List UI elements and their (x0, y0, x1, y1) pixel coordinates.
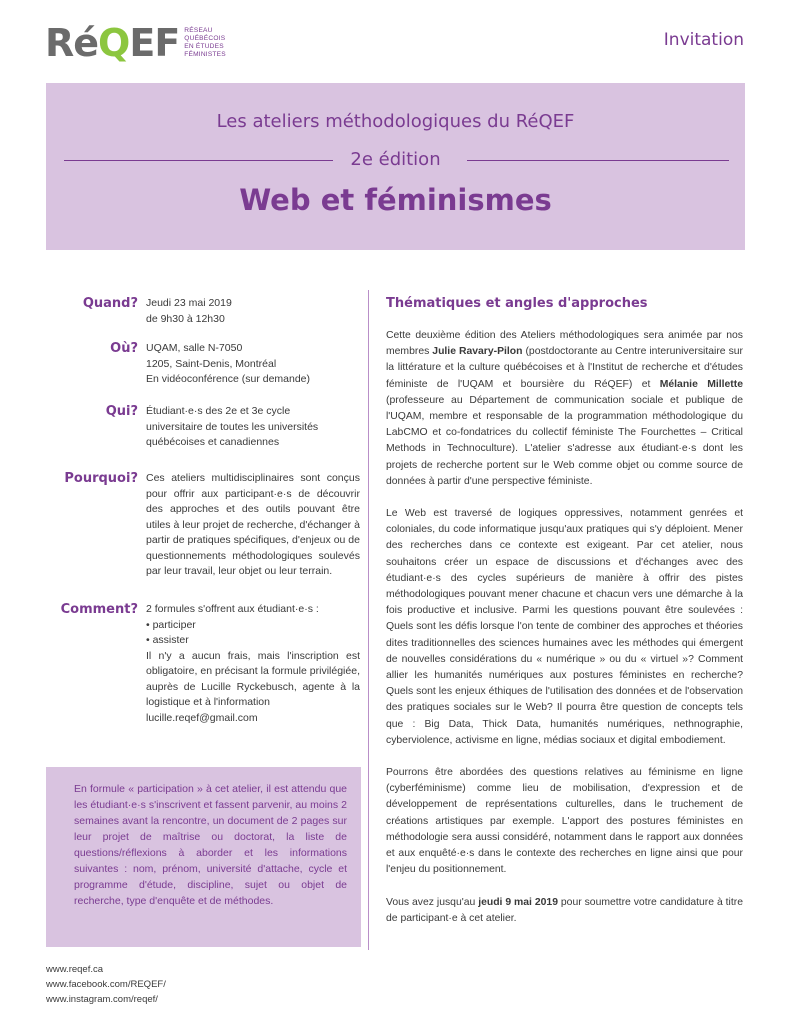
logo-subtitle-line: QUÉBÉCOIS (184, 35, 226, 42)
text-span: (postdoctorante au Centre interuniversitaire sur la littérature et la culture québécoises et à l'Institut de recherche et d'études féministe de l'UQAM et boursière du RéQEF) et (386, 346, 743, 390)
how-value (146, 602, 360, 726)
how-label: Comment? (60, 602, 138, 617)
themes-section (386, 296, 743, 943)
audience-line: québécoises et canadiennes (146, 436, 280, 448)
when-value (146, 296, 360, 327)
themes-paragraph-4 (386, 895, 743, 927)
formats-intro: 2 formules s'offrent aux étudiant·e·s : (146, 603, 319, 615)
column-divider (368, 290, 369, 950)
date-text: Jeudi 23 mai 2019 (146, 297, 232, 309)
why-label: Pourquoi? (64, 471, 138, 486)
location-line: En vidéoconférence (sur demande) (146, 373, 311, 385)
location-line: UQAM, salle N-7050 (146, 342, 243, 354)
facebook-link[interactable]: www.facebook.com/REQEF/ (46, 979, 166, 990)
logo-wordmark: RéQEF (45, 21, 180, 65)
why-value: Ces ateliers multidisciplinaires sont conçus pour offrir aux participant·e·s de découvrir des approches et des outils pouvant être utiles à leur projet de recherche, d'échanger à partir de pratiques spécifiques, d'enjeux ou de questionnements méthodologiques soulevés par leur travail, leur objet ou leur terrain. (146, 472, 360, 577)
who-label: Qui? (105, 404, 138, 419)
deadline-date: jeudi 9 mai 2019 (478, 896, 558, 908)
presenter-name: Julie Ravary-Pilon (432, 346, 523, 358)
format-option: • assister (146, 634, 189, 646)
who-value (146, 404, 360, 451)
website-link[interactable]: www.reqef.ca (46, 964, 104, 975)
where-label: Où? (110, 341, 138, 356)
location-line: 1205, Saint-Denis, Montréal (146, 357, 277, 370)
logo-subtitle-line: EN ÉTUDES (184, 43, 224, 50)
themes-paragraph-2: Le Web est traversé de logiques oppressives, notamment genrées et coloniales, du code informatique jusqu'aux pratiques qui s'y déploient. Mener des recherches dans ce contexte est exigeant. Par cet atelier, nous souhaitons créer un espace de discussions et d'échanges avec des étudiant·e·s des cycles supérieurs de manière à offrir des pistes méthodologiques pouvant mener chacune et chacun vers une démarche à la fois productive et inclusive. Parmi les questions pouvant être soulevées : Quels sont les défis lorsque l'on tente de combiner des approches et théories dites traditionnelles des sciences humaines avec les méthodes qui émergent de nouvelles considérations du « numérique » ou du « virtuel »? Comment allier les humanités numériques aux postures féministes en recherche? Quels sont les enjeux éthiques de l'utilisation des données et de l'observation des pratiques sociales sur le Web? Il pourra être question de concepts tels que : Big Data, Thick Data, humanités numériques, nethnographie, cyberviolence, activisme en ligne, médias sociaux et digital embodiement. (386, 508, 743, 746)
participation-note-text: En formule « participation » à cet atelier, il est attendu que les étudiant·e·s s'inscrivent et fassent parvenir, au moins 2 semaines avant la rencontre, un document de 2 pages sur leur projet de maîtrise ou doctorat, la liste de questions/réflexions à aborder et les informations suivantes : nom, prénom, université d'attache, cycle et programme d'étude, discipline, sujet ou objet de recherche, type d'enquête et de méthodes. (74, 783, 347, 907)
where-value (146, 341, 360, 388)
edition-label: 2e édition (350, 149, 441, 170)
text-span: Vous avez jusqu'au (386, 896, 479, 908)
reqef-logo (45, 21, 226, 65)
divider-line (467, 160, 729, 161)
title-banner (46, 83, 745, 250)
series-title: Les ateliers méthodologiques du RéQEF (216, 111, 575, 132)
participation-note-box (46, 767, 361, 947)
document-type-label: Invitation (663, 30, 744, 50)
themes-paragraph-1 (386, 328, 743, 490)
themes-title: Thématiques et angles d'approches (386, 296, 648, 311)
presenter-name: Mélanie Millette (659, 378, 743, 390)
logo-subtitle-line: RÉSEAU (184, 27, 213, 34)
logo-subtitle (184, 27, 226, 59)
format-option: • participer (146, 618, 196, 631)
contact-email[interactable]: lucille.reqef@gmail.com (146, 711, 258, 724)
logo-subtitle-line: FÉMINISTES (184, 51, 226, 58)
text-span: Cette deuxième édition des Ateliers méthodologiques sera animée par nos membres (386, 330, 743, 358)
instagram-link[interactable]: www.instagram.com/reqef/ (46, 994, 158, 1005)
audience-line: universitaire de toutes les universités (146, 420, 319, 433)
text-span: pour soumettre votre candidature à titre de participant·e à cet atelier. (386, 896, 743, 924)
time-text: de 9h30 à 12h30 (146, 312, 225, 325)
audience-line: Étudiant·e·s des 2e et 3e cycle (146, 405, 291, 417)
themes-paragraph-3: Pourrons être abordées des questions relatives au féminisme en ligne (cyberféminisme) comme lieu de mobilisation, d'expression et de développement de représentations culturelles, dans le truchement de créations artistiques par exemple. L'apport des postures féministes en méthodologie sera aussi considéré, notamment dans le rapport aux données et aux enquêté·e·s dans le contexte des recherches en ligne ainsi que pour l'enjeu du positionnement. (386, 767, 743, 876)
text-span: (professeure au Département de communication sociale et publique de l'UQAM, membre et responsable de la programmation méthodologique du LabCMO et co-fondatrices du collectif féministe The Fourchettes – Critical Methods in Technoculture). L'atelier s'adresse aux étudiant·e·s dont les projets de recherche portent sur le Web comme objet ou comme source de données à partir d'une perspective féministe. (386, 394, 743, 487)
footer-links (46, 962, 166, 1007)
when-label: Quand? (82, 296, 138, 311)
workshop-title: Web et féminismes (239, 183, 552, 217)
registration-text: Il n'y a aucun frais, mais l'inscription est obligatoire, en précisant la formule privilégiée, auprès de Lucille Ryckebusch, agente à la logistique et à l'information (146, 649, 360, 708)
